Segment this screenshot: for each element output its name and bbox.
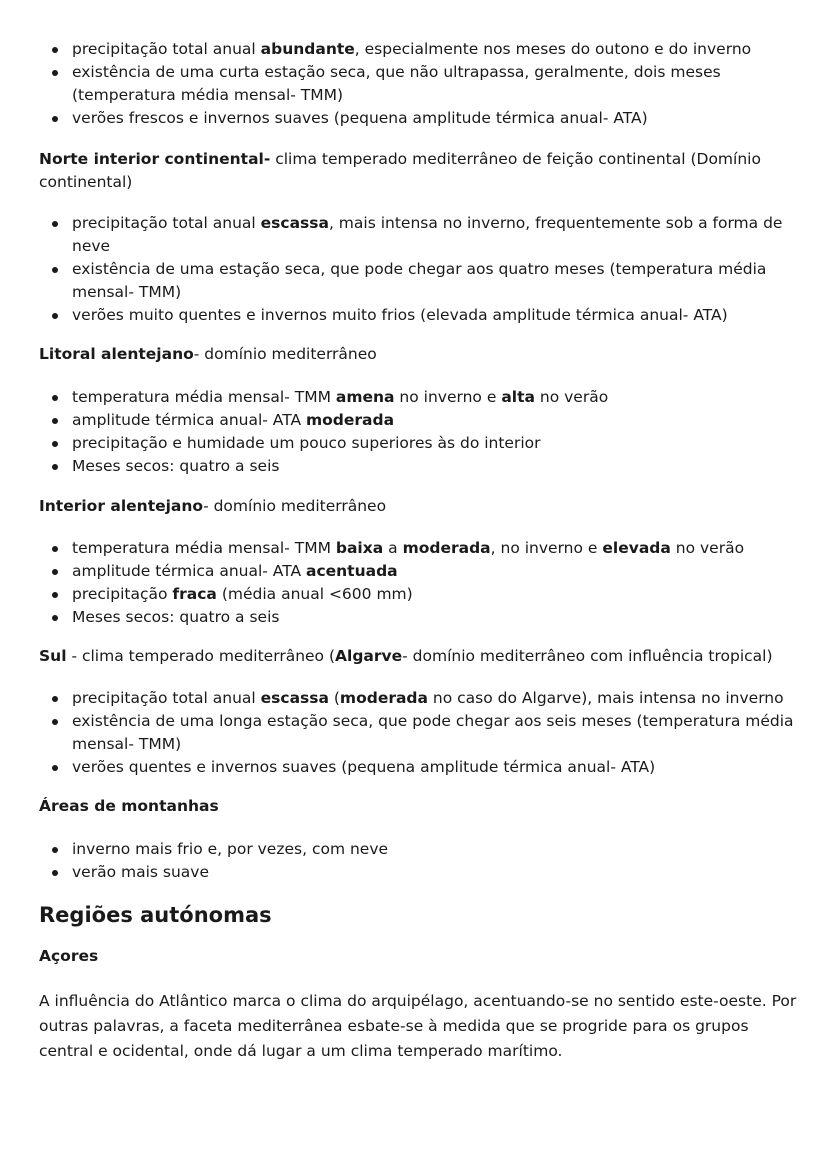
bullet-dot — [52, 870, 58, 876]
section-sul: Sul - clima temperado mediterrâneo (Algarve- domínio mediterrâneo com influência tropical) — [39, 647, 773, 665]
bullet-dot — [52, 116, 58, 122]
document-body — [39, 38, 799, 1064]
bullet-dot — [52, 464, 58, 470]
bullet-dot — [52, 441, 58, 447]
list-item: precipitação total anual escassa (moderada no caso do Algarve), mais intensa no inverno — [39, 687, 799, 710]
bullet-list-litoral — [39, 386, 799, 478]
bullet-list-interior — [39, 537, 799, 629]
bullet-dot — [52, 847, 58, 853]
list-item: amplitude térmica anual- ATA acentuada — [39, 560, 799, 583]
bullet-dot — [52, 221, 58, 227]
list-item: existência de uma estação seca, que pode chegar aos quatro meses (temperatura média mensal- TMM) — [39, 258, 799, 304]
bullet-list-sul — [39, 687, 799, 779]
heading-regioes-autonomas: Regiões autónomas — [39, 903, 272, 927]
list-item: inverno mais frio e, por vezes, com neve — [39, 838, 799, 861]
bullet-list-montanhas — [39, 838, 799, 884]
list-item: temperatura média mensal- TMM baixa a moderada, no inverno e elevada no verão — [39, 537, 799, 560]
list-item: temperatura média mensal- TMM amena no inverno e alta no verão — [39, 386, 799, 409]
section-interior-alentejano: Interior alentejano- domínio mediterrâneo — [39, 497, 387, 515]
bullet-dot — [52, 569, 58, 575]
list-item: verões quentes e invernos suaves (pequena amplitude térmica anual- ATA) — [39, 756, 799, 779]
bullet-dot — [52, 313, 58, 319]
bullet-dot — [52, 395, 58, 401]
list-item: verões muito quentes e invernos muito frios (elevada amplitude térmica anual- ATA) — [39, 304, 799, 327]
bullet-dot — [52, 70, 58, 76]
list-item: amplitude térmica anual- ATA moderada — [39, 409, 799, 432]
bullet-dot — [52, 418, 58, 424]
list-item: precipitação e humidade um pouco superiores às do interior — [39, 432, 799, 455]
bullet-dot — [52, 765, 58, 771]
list-item: Meses secos: quatro a seis — [39, 606, 799, 629]
bullet-list-norte — [39, 212, 799, 327]
bullet-dot — [52, 719, 58, 725]
bullet-dot — [52, 546, 58, 552]
list-item: existência de uma longa estação seca, que pode chegar aos seis meses (temperatura média mensal- TMM) — [39, 710, 799, 756]
paragraph-acores: A influência do Atlântico marca o clima do arquipélago, acentuando-se no sentido este-oeste. Por outras palavras, a faceta mediterrânea esbate-se à medida que se progride para os grupos central e ocidental, onde dá lugar a um clima temperado marítimo. — [39, 992, 797, 1060]
list-item: precipitação total anual abundante, especialmente nos meses do outono e do inverno — [39, 38, 799, 61]
bullet-dot — [52, 592, 58, 598]
bullet-list-intro — [39, 38, 799, 130]
bullet-dot — [52, 267, 58, 273]
bullet-dot — [52, 47, 58, 53]
heading-acores: Açores — [39, 947, 99, 965]
bullet-dot — [52, 615, 58, 621]
section-areas-montanhas: Áreas de montanhas — [39, 797, 219, 815]
list-item: precipitação fraca (média anual <600 mm) — [39, 583, 799, 606]
list-item: precipitação total anual escassa, mais intensa no inverno, frequentemente sob a forma de neve — [39, 212, 799, 258]
list-item: existência de uma curta estação seca, que não ultrapassa, geralmente, dois meses (temperatura média mensal- TMM) — [39, 61, 799, 107]
list-item: verão mais suave — [39, 861, 799, 884]
bullet-dot — [52, 696, 58, 702]
list-item: Meses secos: quatro a seis — [39, 455, 799, 478]
list-item: verões frescos e invernos suaves (pequena amplitude térmica anual- ATA) — [39, 107, 799, 130]
section-litoral-alentejano: Litoral alentejano- domínio mediterrâneo — [39, 345, 377, 363]
section-norte-interior: Norte interior continental- clima temperado mediterrâneo de feição continental (Domínio continental) — [39, 150, 761, 191]
